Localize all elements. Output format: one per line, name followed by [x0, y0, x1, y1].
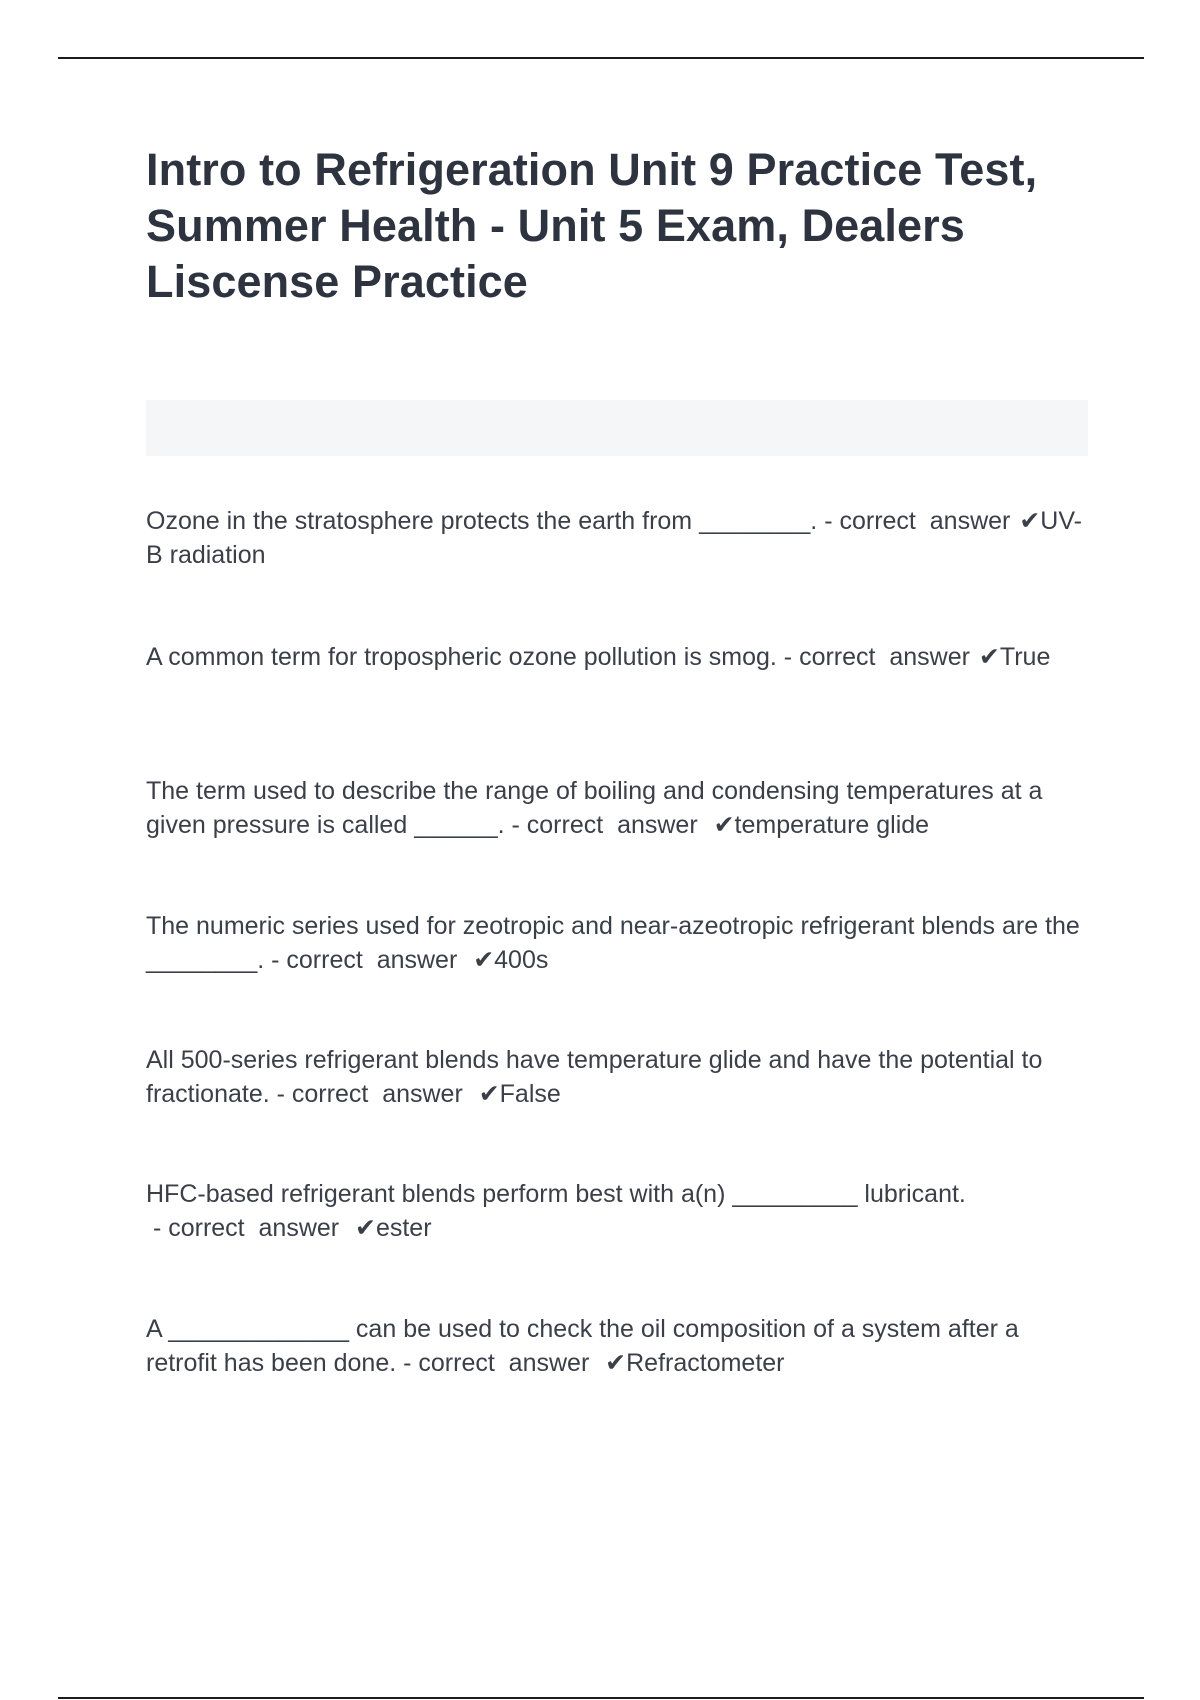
check-icon: ✔ [605, 1349, 627, 1377]
check-icon: ✔ [978, 643, 1000, 671]
answer-text: False [499, 1080, 561, 1108]
answer-separator: - correct answer [504, 811, 712, 839]
qa-item [146, 1043, 1090, 1111]
question-text: A common term for tropospheric ozone pollution is smog. [146, 643, 777, 671]
answer-text: Refractometer [626, 1349, 785, 1377]
answer-text: UV-B radiation [146, 507, 1082, 569]
answer-separator: - correct answer [264, 946, 472, 974]
check-icon: ✔ [1019, 507, 1041, 535]
answer-separator: - correct answer [269, 1080, 477, 1108]
qa-item [146, 1312, 1090, 1380]
document-title: Intro to Refrigeration Unit 9 Practice Test, Summer Health - Unit 5 Exam, Dealers Liscense Practice [146, 144, 1038, 307]
qa-item [146, 504, 1090, 572]
answer-text: temperature glide [734, 811, 930, 839]
answer-text: True [999, 643, 1051, 671]
answer-separator: - correct answer [817, 507, 1018, 535]
top-rule [58, 57, 1144, 59]
bottom-rule [58, 1697, 1144, 1699]
answer-text: 400s [494, 946, 549, 974]
answer-separator: - correct answer [776, 643, 977, 671]
answer-separator: - correct answer [146, 1214, 353, 1242]
qa-item [146, 774, 1090, 842]
qa-item [146, 909, 1090, 977]
check-icon: ✔ [713, 811, 735, 839]
question-text: Ozone in the stratosphere protects the earth from ________. [146, 507, 818, 535]
banner-strip [146, 400, 1088, 456]
question-text: The term used to describe the range of boiling and condensing temperatures at a given pressure is called ______. [146, 777, 1043, 839]
qa-item [146, 1177, 1090, 1245]
check-icon: ✔ [355, 1214, 376, 1242]
qa-item [146, 640, 1090, 674]
check-icon: ✔ [478, 1080, 500, 1108]
answer-text: ester [375, 1214, 432, 1242]
question-text: All 500-series refrigerant blends have temperature glide and have the potential to fractionate. [146, 1046, 1043, 1108]
answer-separator: - correct answer [396, 1349, 604, 1377]
question-text: The numeric series used for zeotropic and near-azeotropic refrigerant blends are the ________. [146, 912, 1080, 974]
question-text: A _____________ can be used to check the oil composition of a system after a retrofit has been done. [146, 1315, 1019, 1377]
question-text: HFC-based refrigerant blends perform best with a(n) _________ lubricant. [146, 1180, 966, 1208]
check-icon: ✔ [473, 946, 495, 974]
